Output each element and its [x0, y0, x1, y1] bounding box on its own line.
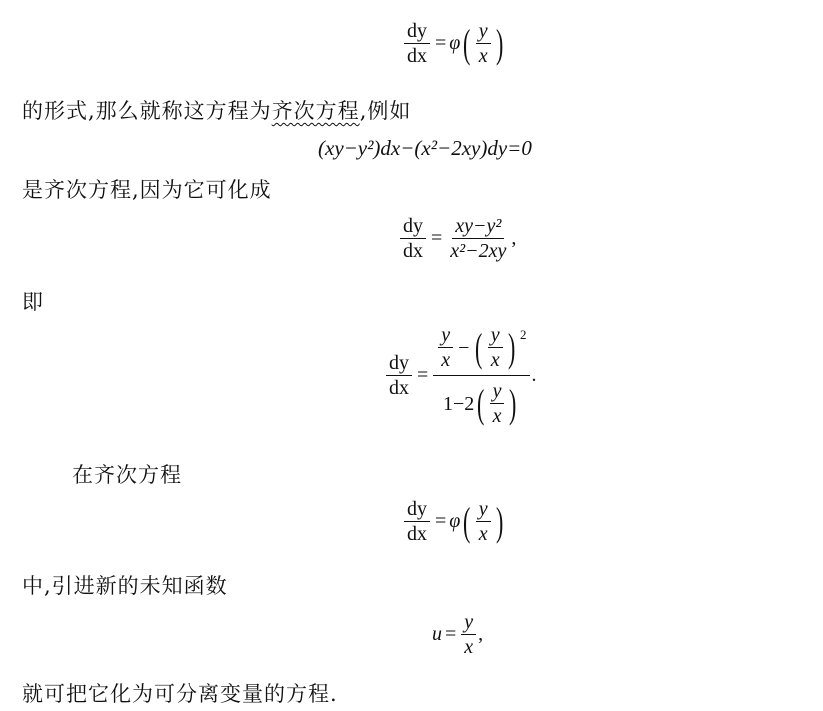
equation-substitution: [432, 611, 483, 658]
emphasized-term: 齐次方程: [271, 99, 360, 123]
fraction-numerator: y: [461, 611, 476, 635]
equals-sign: =: [417, 364, 429, 386]
fraction-numerator: y: [490, 380, 505, 404]
equation-example: [318, 136, 532, 161]
paragraph-that-is: 即: [22, 290, 44, 314]
right-paren: ): [507, 324, 516, 370]
compound-fraction: [433, 324, 529, 427]
fraction-denominator: dx: [407, 523, 427, 545]
fraction-denominator: dx: [403, 240, 423, 262]
compound-numerator: [433, 324, 529, 376]
phi-symbol: φ: [449, 510, 461, 532]
trailing-period: .: [531, 364, 537, 386]
equation-in-ratio-form: [384, 324, 537, 427]
equals-sign: =: [431, 227, 443, 249]
fraction-numerator: dy: [400, 215, 426, 239]
equation-rewritten: [398, 215, 516, 262]
derivative-fraction: [404, 20, 430, 67]
paragraph-definition: [22, 98, 411, 124]
right-paren: ): [495, 498, 503, 544]
ratio-fraction: [476, 498, 491, 545]
right-paren: ): [509, 380, 517, 426]
polynomial-fraction: [447, 215, 509, 262]
derivative-fraction: [400, 215, 426, 262]
u-variable: u: [432, 623, 442, 645]
left-paren: (: [477, 380, 485, 426]
fraction-numerator: dy: [386, 352, 412, 376]
fraction-denominator: x: [441, 349, 451, 371]
equals-sign: =: [445, 623, 457, 645]
example-expression: (xy−y²)dx−(x²−2xy)dy=0: [318, 136, 532, 160]
minus-sign: −: [458, 336, 470, 359]
ratio-fraction: [461, 611, 476, 658]
ratio-fraction: [438, 324, 453, 371]
left-paren: (: [463, 498, 471, 544]
text-suffix: ,例如: [359, 99, 412, 123]
equation-homogeneous-repeat: [402, 498, 506, 545]
compound-denominator: [440, 376, 523, 427]
fraction-numerator: y: [476, 20, 491, 44]
ratio-fraction: [488, 324, 503, 371]
right-paren: ): [495, 20, 503, 66]
fraction-numerator: y: [438, 324, 453, 348]
fraction-numerator: y: [488, 324, 503, 348]
phi-symbol: φ: [449, 32, 461, 54]
fraction-denominator: x: [478, 523, 488, 545]
left-paren: (: [463, 20, 471, 66]
equals-sign: =: [435, 32, 447, 54]
fraction-numerator: dy: [404, 20, 430, 44]
paragraph-introduce-function: 中,引进新的未知函数: [22, 574, 228, 598]
left-paren: (: [475, 324, 483, 370]
ratio-fraction: [476, 20, 491, 67]
fraction-numerator: dy: [404, 498, 430, 522]
fraction-denominator: dx: [407, 45, 427, 67]
fraction-numerator: y: [476, 498, 491, 522]
fraction-denominator: x: [492, 405, 502, 427]
fraction-denominator: x²−2xy: [450, 240, 507, 262]
trailing-comma: ,: [511, 227, 517, 249]
paragraph-in-homogeneous: 在齐次方程: [72, 463, 182, 487]
ratio-fraction: [490, 380, 505, 427]
fraction-denominator: x: [464, 636, 474, 658]
fraction-denominator: x: [490, 349, 500, 371]
fraction-denominator: dx: [389, 377, 409, 399]
paragraph-conclusion: 就可把它化为可分离变量的方程.: [22, 682, 338, 706]
fraction-numerator: xy−y²: [452, 215, 504, 239]
equals-sign: =: [435, 510, 447, 532]
text-prefix: 的形式,那么就称这方程为: [22, 99, 272, 123]
derivative-fraction: [404, 498, 430, 545]
paragraph-example-note: 是齐次方程,因为它可化成: [22, 178, 272, 202]
equation-homogeneous-definition: [402, 20, 506, 67]
derivative-fraction: [386, 352, 412, 399]
trailing-comma: ,: [478, 623, 484, 645]
one-minus-two: 1−2: [442, 392, 475, 415]
fraction-denominator: x: [478, 45, 488, 67]
exponent: 2: [520, 327, 527, 342]
